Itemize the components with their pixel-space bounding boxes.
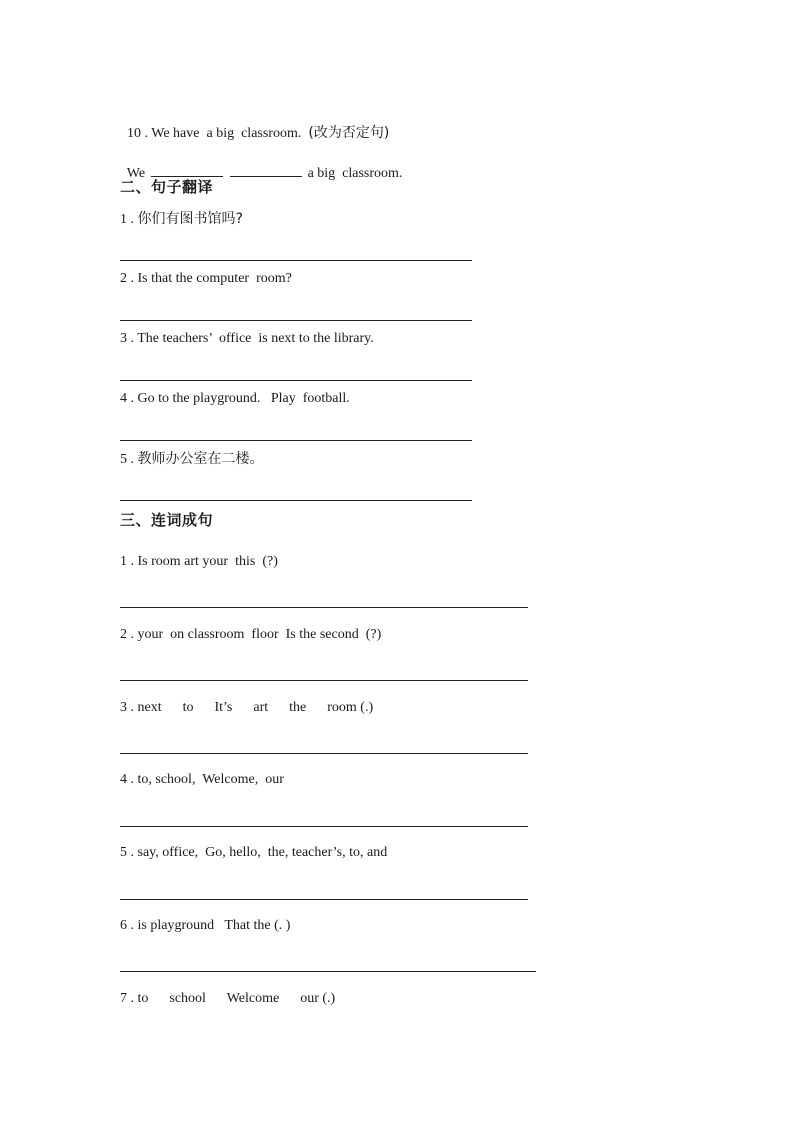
s3-item-7-text: to school Welcome our (.) — [137, 991, 336, 1006]
s2-item-3: 3 . The teachers’ office is next to the library. — [120, 331, 374, 346]
s2-answer-line-4[interactable] — [120, 440, 472, 441]
s3-answer-line-2[interactable] — [120, 680, 528, 681]
s3-item-2: 2 . your on classroom floor Is the second (?) — [120, 627, 382, 642]
s2-answer-line-5[interactable] — [120, 500, 472, 501]
s3-item-1: 1 . Is room art your this (?) — [120, 554, 278, 569]
s2-item-4-text: Go to the playground. Play football. — [137, 391, 350, 406]
s3-item-4-text: to, school, Welcome, our — [137, 772, 284, 787]
s2-item-2-text: Is that the computer room? — [137, 271, 292, 286]
s2-answer-line-2[interactable] — [120, 320, 472, 321]
s3-item-6: 6 . is playground That the (. ) — [120, 918, 291, 933]
s2-item-3-number: 3 — [120, 331, 127, 346]
s3-item-1-text: Is room art your this (?) — [137, 554, 278, 569]
q10-answer-end: a big classroom. — [307, 166, 403, 181]
q10-instruction: (改为否定句) — [308, 125, 390, 141]
s3-item-3: 3 . next to It’s art the room (.) — [120, 700, 374, 715]
s3-item-5-text: say, office, Go, hello, the, teacher’s, to, and — [137, 845, 388, 860]
s3-item-2-number: 2 — [120, 627, 127, 642]
s3-answer-line-6[interactable] — [120, 971, 536, 972]
s3-item-5: 5 . say, office, Go, hello, the, teacher’s, to, and — [120, 845, 388, 860]
s2-item-1-text: 你们有图书馆吗? — [137, 211, 243, 227]
s3-item-2-text: your on classroom floor Is the second (?) — [137, 627, 382, 642]
s2-item-4-number: 4 — [120, 391, 127, 406]
s3-item-6-text: is playground That the (. ) — [137, 918, 291, 933]
s3-item-4-number: 4 — [120, 772, 127, 787]
s2-item-1: 1 . 你们有图书馆吗? — [120, 211, 243, 227]
section2-heading: 二、句子翻译 — [120, 178, 214, 196]
s2-item-2-number: 2 — [120, 271, 127, 286]
s2-answer-line-1[interactable] — [120, 260, 472, 261]
s3-answer-line-4[interactable] — [120, 826, 528, 827]
s2-item-3-text: The teachers’ office is next to the library. — [137, 331, 374, 346]
s2-item-5-text: 教师办公室在二楼。 — [137, 451, 264, 467]
s2-item-5: 5 . 教师办公室在二楼。 — [120, 451, 264, 467]
s3-item-3-text: next to It’s art the room (.) — [137, 700, 374, 715]
q10-number: 10 — [127, 126, 141, 141]
q10-blank-2[interactable] — [230, 163, 302, 177]
q10-sentence: We have a big classroom. — [151, 126, 302, 141]
s3-item-7: 7 . to school Welcome our (.) — [120, 991, 336, 1006]
s3-item-6-number: 6 — [120, 918, 127, 933]
s2-item-5-number: 5 — [120, 452, 127, 467]
s3-answer-line-1[interactable] — [120, 607, 528, 608]
s3-item-4: 4 . to, school, Welcome, our — [120, 772, 284, 787]
s3-answer-line-5[interactable] — [120, 899, 528, 900]
s3-item-7-number: 7 — [120, 991, 127, 1006]
s2-item-2: 2 . Is that the computer room? — [120, 271, 292, 286]
s2-answer-line-3[interactable] — [120, 380, 472, 381]
q10-answer-start: We — [126, 166, 146, 181]
q10-line: 10 . We have a big classroom. (改为否定句) — [127, 125, 390, 141]
s3-item-5-number: 5 — [120, 845, 127, 860]
q10-blank-1[interactable] — [151, 163, 223, 177]
s2-item-4: 4 . Go to the playground. Play football. — [120, 391, 350, 406]
s3-item-3-number: 3 — [120, 700, 127, 715]
s3-item-1-number: 1 — [120, 554, 127, 569]
s3-answer-line-3[interactable] — [120, 753, 528, 754]
s2-item-1-number: 1 — [120, 212, 127, 227]
section3-heading: 三、连词成句 — [120, 511, 214, 529]
